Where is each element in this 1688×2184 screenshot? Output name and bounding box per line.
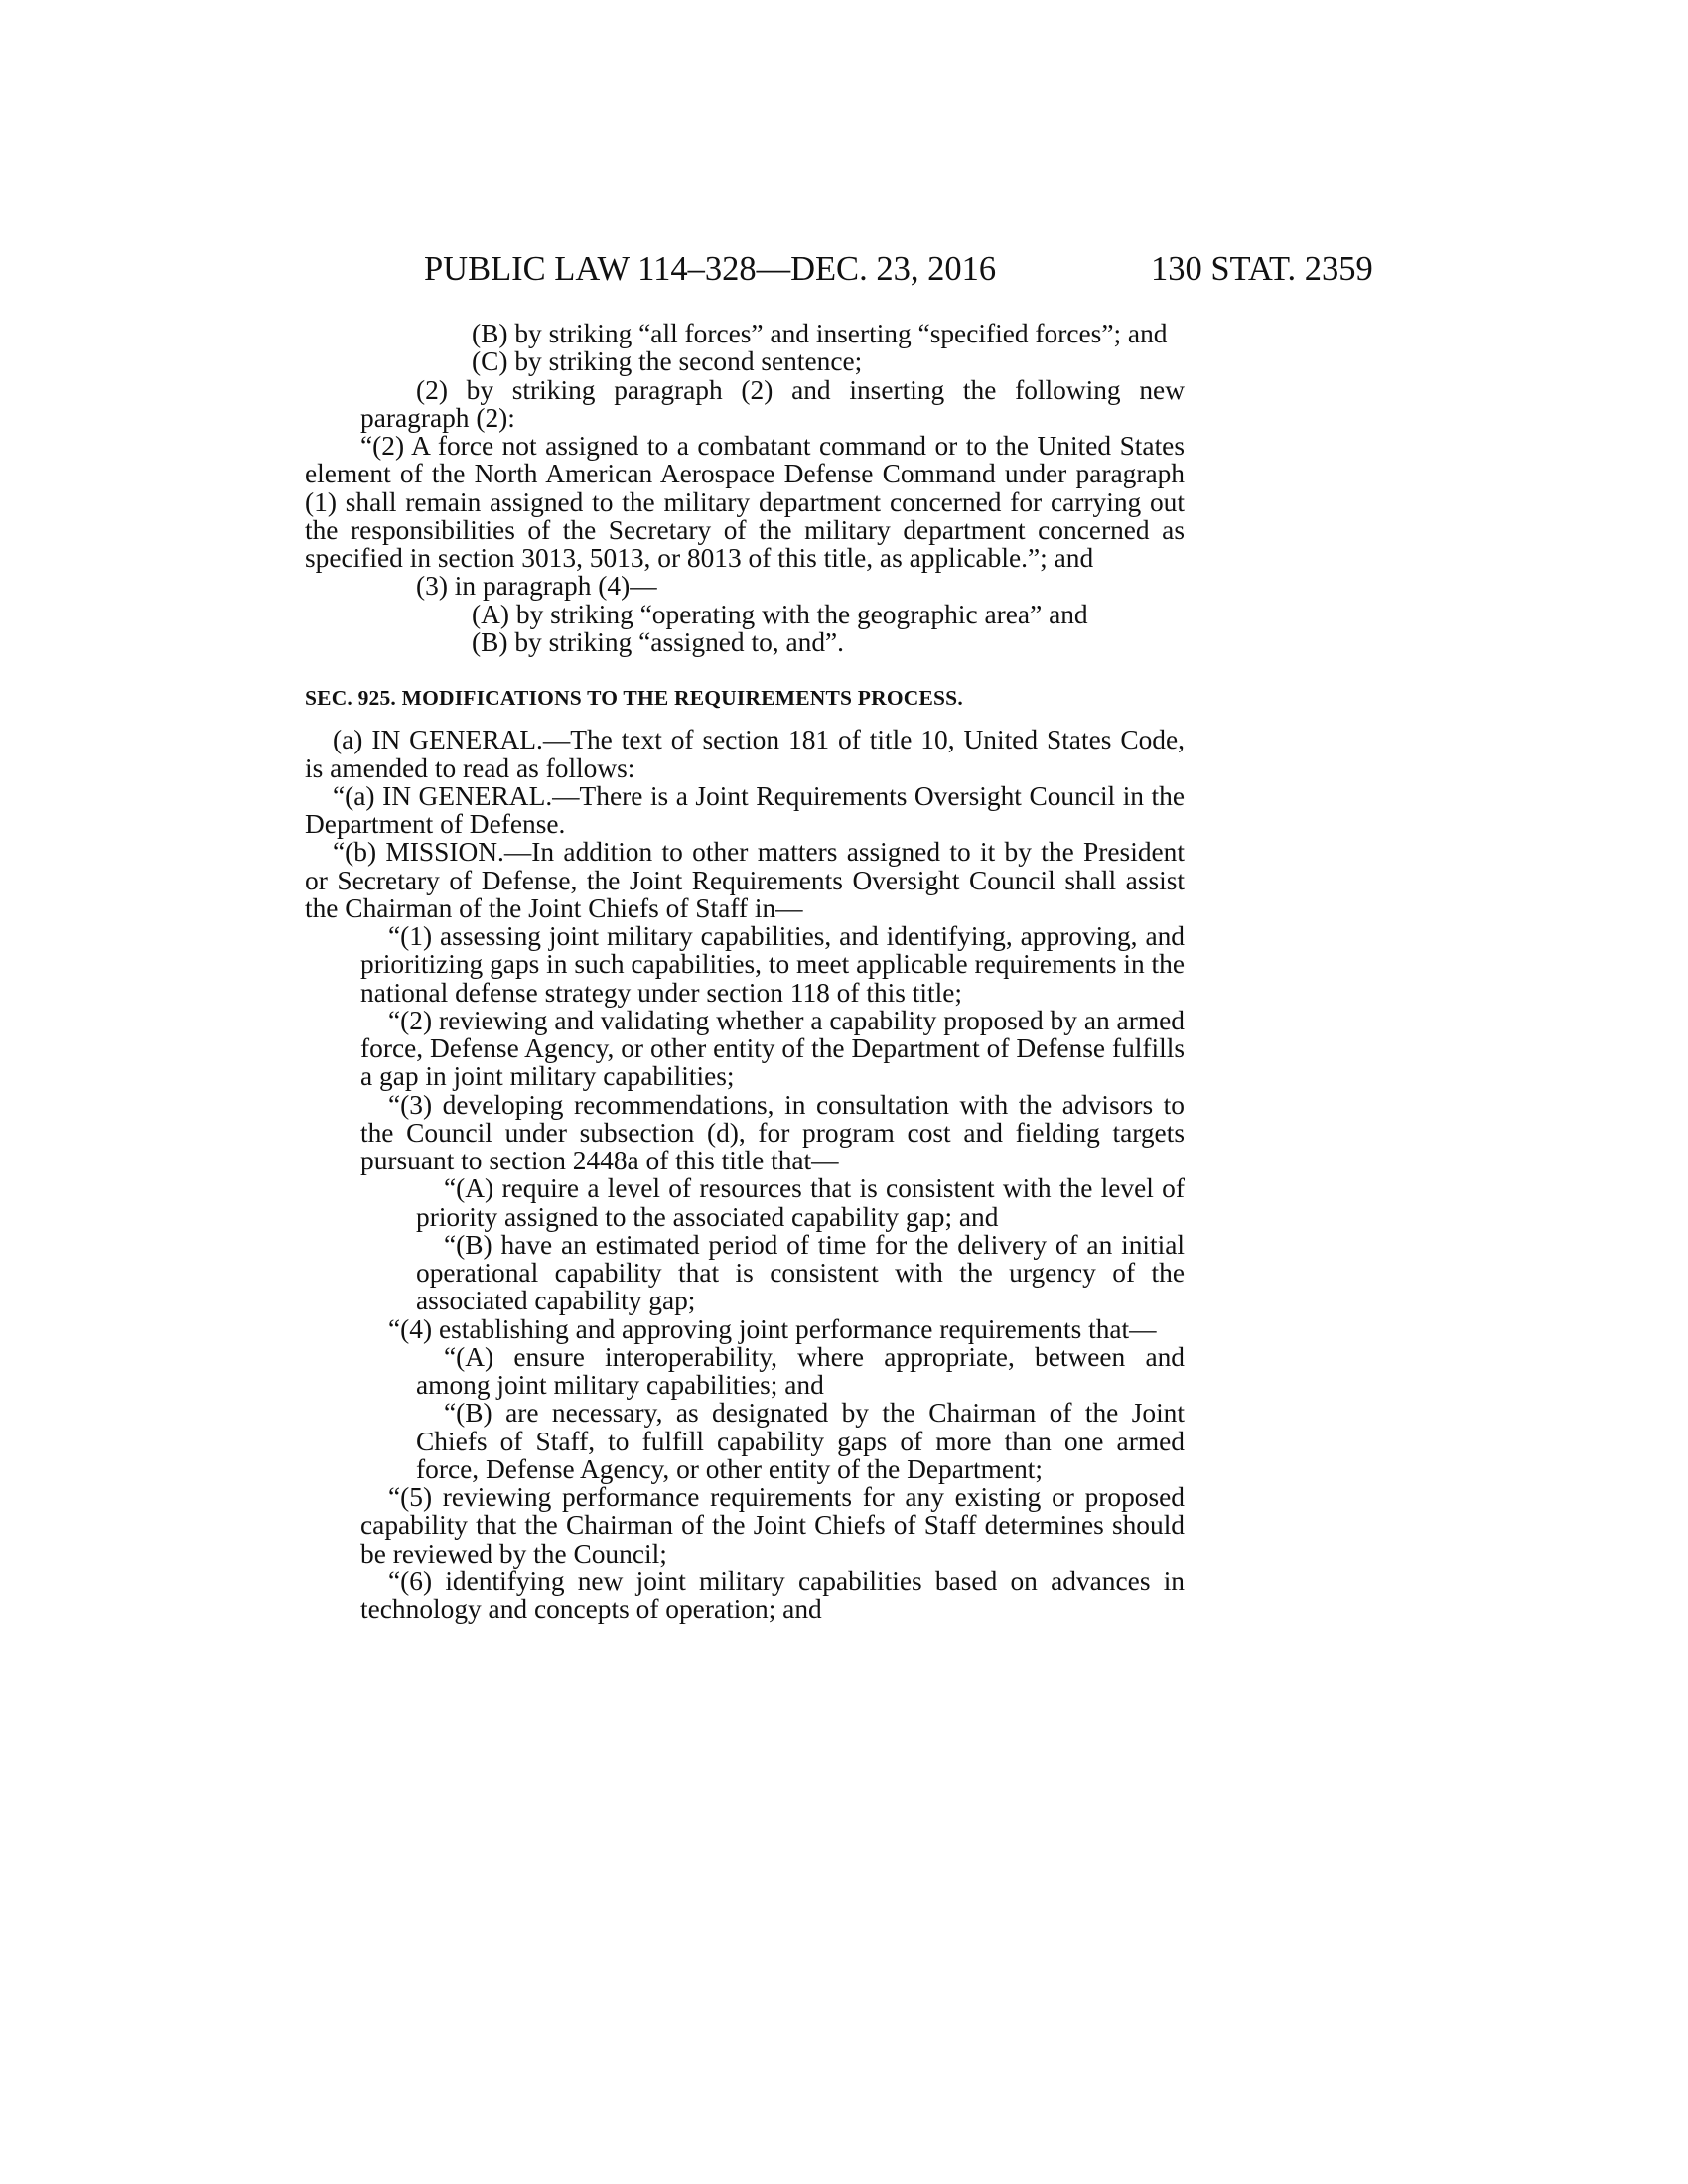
mission-item-2: “(2) reviewing and validating whether a capability proposed by an armed force, Defense Agency, or other entity of the Department of Defense fulfills a gap in joint military capabilities; [360,1005,1185,1092]
mission-item-4: “(4) establishing and approving joint performance requirements that— [388,1313,1157,1344]
page-title: PUBLIC LAW 114–328—DEC. 23, 2016 [424,250,997,288]
paragraph-b-striking-all-forces: (B) by striking “all forces” and inserting “specified forces”; and [472,319,1168,348]
mission-item-6: “(6) identifying new joint military capabilities based on advances in technology and concepts of operation; and [360,1566,1185,1624]
quoted-subsection-a: “(a) IN GENERAL.—There is a Joint Requirements Oversight Council in the Department of Defense. [305,780,1185,839]
mission-item-4-b: “(B) are necessary, as designated by the Chairman of the Joint Chiefs of Staff, to fulfill capability gaps of more than one armed force, Defense Agency, or other entity of the Department; [416,1398,1185,1484]
document-body [305,320,1185,1623]
subsection-a-in-general: (a) IN GENERAL.—The text of section 181 of title 10, United States Code, is amended to read as follows: [305,725,1185,783]
section-heading: SEC. 925. MODIFICATIONS TO THE REQUIREMENTS PROCESS. [305,686,963,710]
quoted-paragraph-2: “(2) A force not assigned to a combatant command or to the United States element of the North American Aerospace Defense Command under paragraph (1) shall remain assigned to the military department concerned for carrying out the responsibilities of the Secretary of the military department concerned as specified in section 3013, 5013, or 8013 of this title, as applicable.”; and [305,431,1185,573]
paragraph-c-striking-second-sentence: (C) by striking the second sentence; [472,346,863,377]
paragraph-a-striking-operating: (A) by striking “operating with the geographic area” and [472,599,1088,629]
mission-item-4-a: “(A) ensure interoperability, where appropriate, between and among joint military capabilities; and [416,1341,1185,1400]
mission-item-3-b: “(B) have an estimated period of time for the delivery of an initial operational capability that is consistent with the urgency of the associated capability gap; [416,1229,1185,1316]
stat-page-number: 130 STAT. 2359 [1151,250,1373,288]
mission-item-1: “(1) assessing joint military capabilities, and identifying, approving, and prioritizing gaps in such capabilities, to meet applicable requirements in the national defense strategy under section 118 of this title; [360,921,1185,1008]
paragraph-2-striking-paragraph: (2) by striking paragraph (2) and inserting the following new paragraph (2): [360,374,1185,433]
page-header [0,244,1688,294]
mission-item-5: “(5) reviewing performance requirements for any existing or proposed capability that the Chairman of the Joint Chiefs of Staff determines should be reviewed by the Council; [360,1482,1185,1569]
paragraph-b-striking-assigned: (B) by striking “assigned to, and”. [472,626,845,657]
quoted-subsection-b-mission: “(b) MISSION.—In addition to other matters assigned to it by the President or Secretary of Defense, the Joint Requirements Oversight Council shall assist the Chairman of the Joint Chiefs of Staff in— [305,837,1185,923]
paragraph-3-in-paragraph-4: (3) in paragraph (4)— [416,571,657,602]
mission-item-3-a: “(A) require a level of resources that is consistent with the level of priority assigned to the associated capability gap; and [416,1173,1185,1232]
mission-item-3: “(3) developing recommendations, in consultation with the advisors to the Council under subsection (d), for program cost and fielding targets pursuant to section 2448a of this title that— [360,1089,1185,1175]
